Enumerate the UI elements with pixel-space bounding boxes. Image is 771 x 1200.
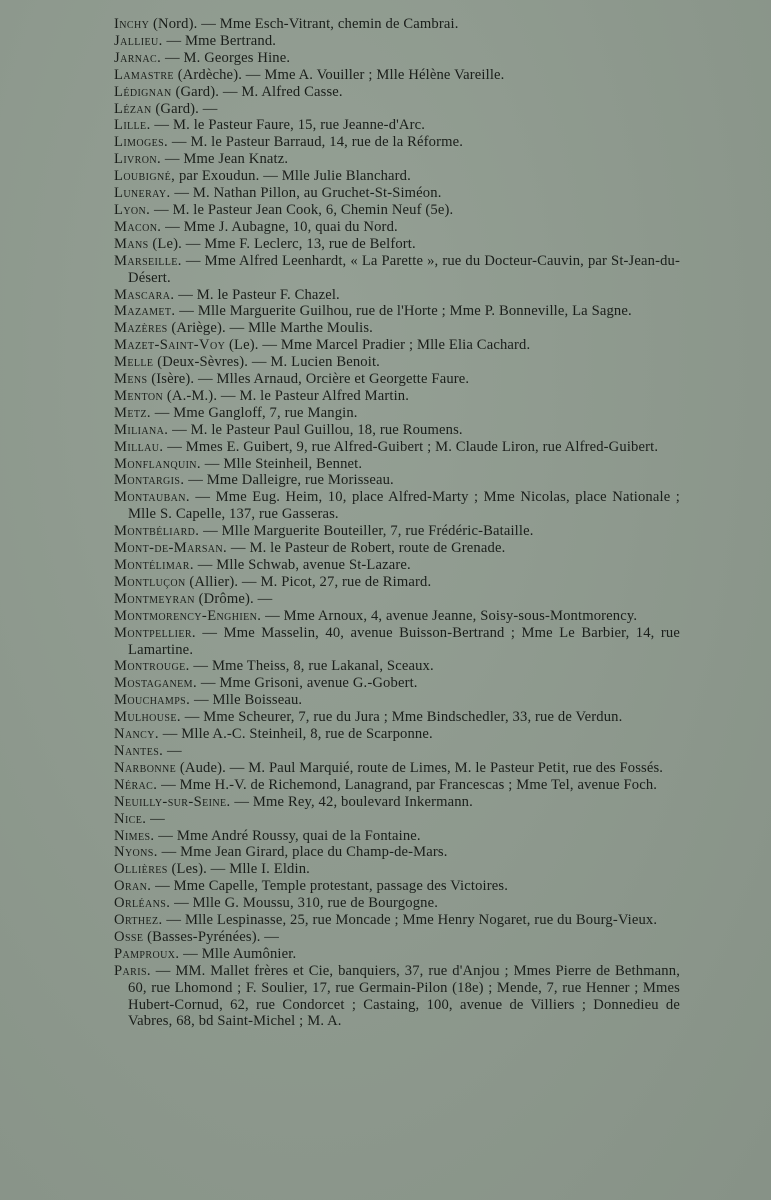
directory-entry (114, 388, 680, 405)
directory-entry (114, 760, 680, 777)
directory-list (114, 16, 680, 1030)
entry-text: (Allier). — M. Picot, 27, rue de Rimard. (185, 573, 432, 590)
entry-place: Osse (114, 928, 144, 945)
directory-entry (114, 405, 680, 422)
entry-place: Nimes. (114, 827, 155, 844)
directory-entry (114, 33, 680, 50)
directory-entry (114, 168, 680, 185)
entry-text: (Ariège). — Mlle Marthe Moulis. (167, 320, 373, 337)
entry-text: — Mlle Aumônier. (179, 945, 297, 962)
directory-entry (114, 84, 680, 101)
entry-place: Lamastre (114, 66, 174, 83)
entry-text: (Le). — Mme Marcel Pradier ; Mlle Elia Cachard. (225, 337, 531, 354)
entry-text: — M. le Pasteur Faure, 15, rue Jeanne-d'Arc. (150, 117, 426, 134)
entry-place: Miliana. (114, 421, 169, 438)
entry-place: Nyons. (114, 844, 158, 861)
entry-place: Orléans. (114, 895, 171, 912)
directory-entry (114, 540, 680, 557)
entry-text: — MM. Mallet frères et Cie, banquiers, 37, rue d'Anjou ; Mmes Pierre de Bethmann, 60, rue Lhomond ; F. Soulier, 17, rue Germain-Pilon (18e) ; Mende, 7, rue Henner ; Mmes Hubert-Cornud, 62, rue Condorcet ; Castaing, 100, avenue de Villiers ; Donnedieu de Vabres, 68, bd Saint-Michel ; M. A. (128, 962, 680, 1030)
entry-text: — M. le Pasteur Jean Cook, 6, Chemin Neuf (5e). (150, 201, 454, 218)
entry-text: — Mme J. Aubagne, 10, quai du Nord. (161, 218, 398, 235)
entry-place: Mulhouse. (114, 709, 181, 726)
entry-place: Montluçon (114, 573, 186, 590)
entry-place: Montélimar. (114, 557, 194, 573)
entry-place: Mazet-Saint-Voy (114, 337, 226, 354)
directory-entry (114, 101, 680, 118)
directory-entry (114, 878, 680, 895)
directory-entry (114, 811, 680, 828)
directory-entry (114, 337, 680, 354)
directory-entry (114, 658, 680, 675)
entry-text: — M. Georges Hine. (161, 49, 291, 66)
entry-place: Lédignan (114, 83, 172, 100)
entry-place: Mens (114, 371, 148, 388)
entry-text: — Mlle G. Moussu, 310, rue de Bourgogne. (170, 895, 439, 912)
directory-entry (114, 67, 680, 84)
entry-place: Neuilly-sur-Seine. (114, 793, 231, 810)
entry-place: Nancy. (114, 726, 159, 743)
directory-entry (114, 456, 680, 473)
entry-place: Mans (114, 235, 149, 252)
directory-entry (114, 777, 680, 794)
entry-place: Paris. (114, 962, 151, 979)
entry-place: Montrouge. (114, 658, 190, 675)
entry-text: (Isère). — Mlles Arnaud, Orcière et Georgette Faure. (147, 371, 470, 388)
directory-entry (114, 828, 680, 845)
entry-place: Lézan (114, 100, 152, 117)
directory-entry (114, 929, 680, 946)
entry-text: — Mme André Roussy, quai de la Fontaine. (154, 827, 421, 844)
entry-place: Nantes. (114, 742, 164, 759)
entry-place: Ollières (114, 861, 168, 878)
directory-entry (114, 472, 680, 489)
entry-place: Jallieu. (114, 32, 163, 49)
entry-place: Montpellier. (114, 624, 196, 641)
entry-text: (Drôme). — (194, 590, 273, 607)
directory-entry (114, 489, 680, 523)
directory-entry (114, 574, 680, 591)
entry-place: Nérac. (114, 776, 158, 793)
directory-entry (114, 202, 680, 219)
entry-text: — Mme Rey, 42, boulevard Inkermann. (230, 793, 473, 810)
directory-entry (114, 946, 680, 963)
entry-place: Mouchamps. (114, 692, 191, 709)
entry-text: — Mlle Marguerite Bouteiller, 7, rue Frédéric-Bataille. (199, 523, 534, 540)
entry-text: — Mme Scheurer, 7, rue du Jura ; Mme Bindschedler, 33, rue de Verdun. (180, 709, 623, 726)
entry-text: par Exoudun. — Mlle Julie Blanchard. (175, 168, 411, 185)
entry-text: — Mme Jean Knatz. (161, 151, 289, 168)
directory-entry (114, 709, 680, 726)
directory-entry (114, 557, 680, 574)
entry-place: Macon. (114, 218, 162, 235)
directory-entry (114, 354, 680, 371)
directory-entry (114, 861, 680, 878)
directory-entry (114, 692, 680, 709)
directory-entry (114, 895, 680, 912)
entry-text: — Mmes E. Guibert, 9, rue Alfred-Guibert ; M. Claude Liron, rue Alfred-Guibert. (163, 438, 659, 455)
directory-entry (114, 253, 680, 287)
entry-text: — (146, 810, 165, 827)
entry-text: (Les). — Mlle I. Eldin. (167, 861, 310, 878)
entry-text: (Gard). — (151, 100, 218, 117)
entry-place: Millau. (114, 438, 164, 455)
entry-text: — M. le Pasteur F. Chazel. (174, 286, 340, 303)
entry-place: Menton (114, 387, 164, 404)
entry-text: (Nord). — Mme Esch-Vitrant, chemin de Cambrai. (149, 16, 459, 32)
directory-entry (114, 134, 680, 151)
directory-entry (114, 320, 680, 337)
directory-entry (114, 422, 680, 439)
entry-text: — Mme Arnoux, 4, avenue Jeanne, Soisy-sous-Montmorency. (261, 607, 638, 624)
entry-text: (Le). — Mme F. Leclerc, 13, rue de Belfort. (148, 235, 416, 252)
entry-text: — Mlle Schwab, avenue St-Lazare. (193, 557, 411, 573)
directory-entry (114, 236, 680, 253)
entry-place: Jarnac. (114, 49, 162, 66)
directory-entry (114, 151, 680, 168)
entry-text: — Mlle Lespinasse, 25, rue Moncade ; Mme Henry Nogaret, rue du Bourg-Vieux. (162, 912, 658, 929)
directory-entry (114, 912, 680, 929)
entry-text: — (163, 742, 182, 759)
entry-text: — M. le Pasteur Paul Guillou, 18, rue Roumens. (168, 421, 463, 438)
entry-place: Nice. (114, 810, 147, 827)
entry-place: Mazères (114, 320, 168, 337)
directory-entry (114, 743, 680, 760)
entry-place: Marseille. (114, 252, 182, 269)
entry-place: Mont-de-Marsan. (114, 540, 228, 557)
entry-place: Oran. (114, 878, 152, 895)
entry-text: — Mlle Boisseau. (190, 692, 303, 709)
directory-entry (114, 185, 680, 202)
entry-place: Mazamet. (114, 303, 176, 320)
entry-place: Metz. (114, 404, 151, 421)
directory-entry (114, 219, 680, 236)
entry-text: — Mme Masselin, 40, avenue Buisson-Bertrand ; Mme Le Barbier, 14, rue Lamartine. (128, 624, 680, 658)
directory-entry (114, 591, 680, 608)
entry-text: (Ardèche). — Mme A. Vouiller ; Mlle Hélène Vareille. (173, 66, 505, 83)
directory-entry (114, 439, 680, 456)
entry-text: (A.-M.). — M. le Pasteur Alfred Martin. (163, 387, 410, 404)
entry-text: — Mme Alfred Leenhardt, « La Parette », rue du Docteur-Cauvin, par St-Jean-du-Désert. (128, 252, 680, 286)
entry-place: Montmorency-Enghien. (114, 607, 262, 624)
entry-text: — Mme Bertrand. (162, 32, 277, 49)
directory-entry (114, 963, 680, 1031)
entry-text: (Gard). — M. Alfred Casse. (171, 83, 343, 100)
entry-place: Loubigné, (114, 168, 176, 185)
directory-entry (114, 608, 680, 625)
entry-text: — Mme Grisoni, avenue G.-Gobert. (197, 675, 418, 692)
directory-entry (114, 726, 680, 743)
directory-entry (114, 50, 680, 67)
entry-place: Lille. (114, 117, 151, 134)
directory-entry (114, 523, 680, 540)
directory-entry (114, 16, 680, 33)
entry-text: — Mme Eug. Heim, 10, place Alfred-Marty ; Mme Nicolas, place Nationale ; Mlle S. Capelle, 137, rue Gasseras. (128, 489, 680, 523)
directory-entry (114, 117, 680, 134)
entry-place: Montauban. (114, 489, 190, 506)
entry-text: — M. Nathan Pillon, au Gruchet-St-Siméon. (170, 185, 442, 202)
entry-place: Luneray. (114, 185, 171, 202)
directory-entry (114, 371, 680, 388)
entry-text: (Aude). — M. Paul Marquié, route de Limes, M. le Pasteur Petit, rue des Fossés. (176, 759, 664, 776)
entry-text: — Mme Gangloff, 7, rue Mangin. (150, 404, 358, 421)
entry-place: Limoges. (114, 134, 169, 151)
entry-place: Narbonne (114, 759, 177, 776)
entry-place: Montbéliard. (114, 523, 200, 540)
entry-text: — Mme Dalleigre, rue Morisseau. (184, 472, 394, 489)
entry-text: — Mlle Steinheil, Bennet. (200, 455, 363, 472)
entry-place: Pamproux. (114, 945, 180, 962)
entry-text: — Mme H.-V. de Richemond, Lanagrand, par Francescas ; Mme Tel, avenue Foch. (157, 776, 658, 793)
directory-entry (114, 675, 680, 692)
entry-place: Livron. (114, 151, 162, 168)
entry-place: Mascara. (114, 286, 175, 303)
entry-text: (Deux-Sèvres). — M. Lucien Benoit. (153, 354, 380, 371)
entry-place: Mostaganem. (114, 675, 198, 692)
entry-place: Montmeyran (114, 590, 195, 607)
entry-text: — Mme Theiss, 8, rue Lakanal, Sceaux. (189, 658, 434, 675)
entry-place: Melle (114, 354, 154, 371)
directory-entry (114, 844, 680, 861)
entry-text: (Basses-Pyrénées). — (143, 928, 280, 945)
directory-entry (114, 287, 680, 304)
directory-entry (114, 794, 680, 811)
entry-text: — Mme Capelle, Temple protestant, passage des Victoires. (151, 878, 508, 895)
entry-text: — Mlle Marguerite Guilhou, rue de l'Horte ; Mme P. Bonneville, La Sagne. (175, 303, 632, 320)
entry-place: Monflanquin. (114, 455, 201, 472)
entry-place: Lyon. (114, 201, 151, 218)
entry-text: — M. le Pasteur de Robert, route de Grenade. (227, 540, 506, 557)
directory-entry (114, 303, 680, 320)
entry-place: Montargis. (114, 472, 185, 489)
entry-place: Orthez. (114, 912, 163, 929)
entry-place: Inchy (114, 16, 150, 32)
entry-text: — Mlle A.-C. Steinheil, 8, rue de Scarponne. (158, 726, 433, 743)
directory-entry (114, 625, 680, 659)
entry-text: — Mme Jean Girard, place du Champ-de-Mars. (157, 844, 448, 861)
entry-text: — M. le Pasteur Barraud, 14, rue de la Réforme. (168, 134, 464, 151)
